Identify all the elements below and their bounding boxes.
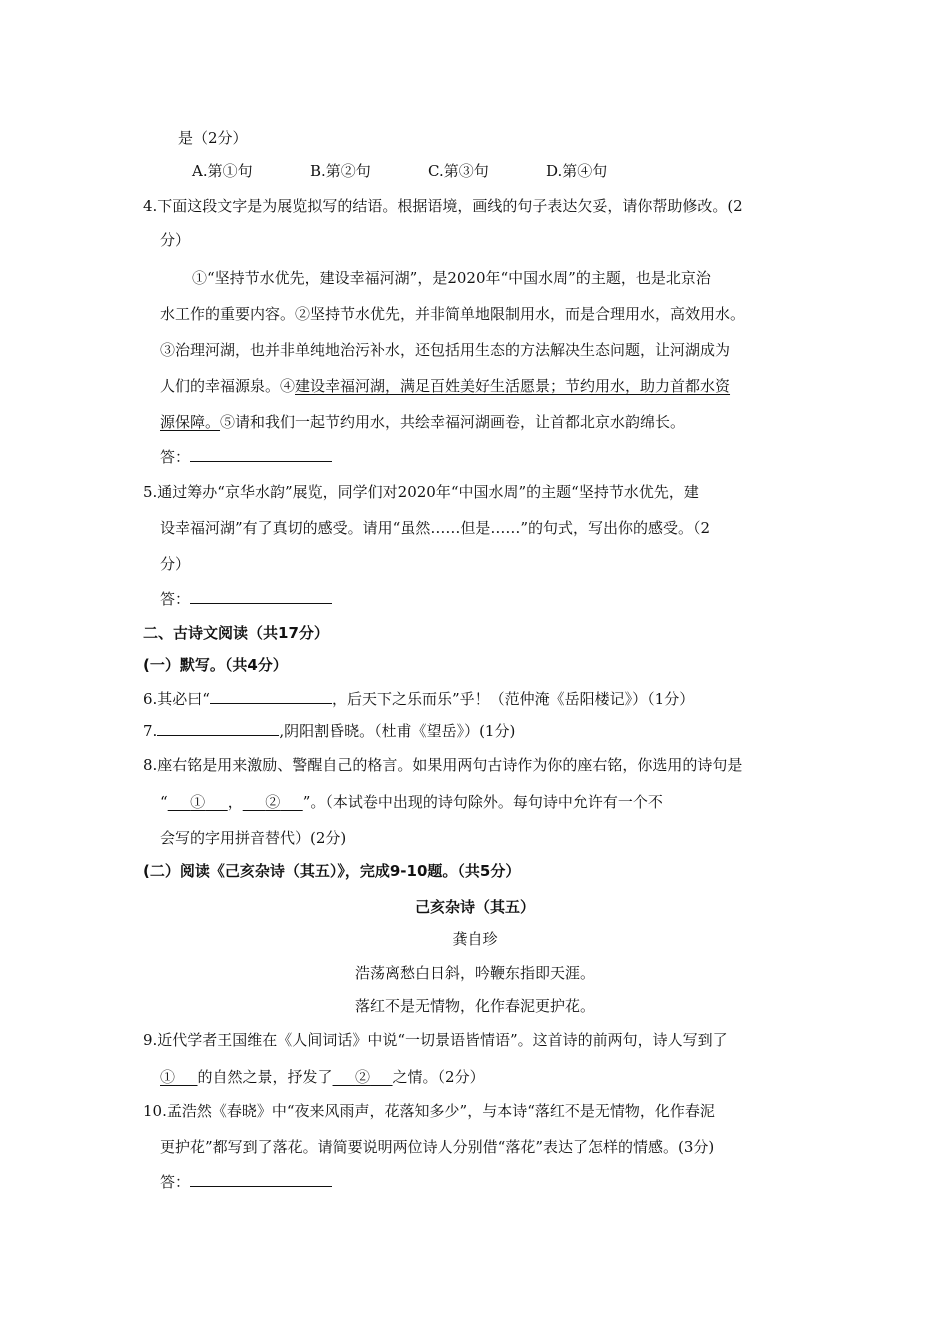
q7-blank[interactable] <box>157 721 279 736</box>
q9-line1: 9.近代学者王国维在《人间词话》中说“一切景语皆情语”。这首诗的前两句，诗人写到了 <box>143 1031 728 1049</box>
q6 <box>143 689 694 709</box>
q4-passage-line2: 水工作的重要内容。②坚持节水优先，并非简单地限制用水，而是合理用水，高效用水。 <box>160 305 746 323</box>
q4-answer-label: 答： <box>160 448 191 466</box>
q10-answer-label: 答： <box>160 1173 191 1191</box>
q4-answer-blank[interactable] <box>190 447 332 462</box>
q4-underlined-sentence-part2: 源保障。 <box>160 413 221 431</box>
q7 <box>143 721 515 741</box>
q4-underlined-sentence-part1: 建设幸福河湖，满足百姓美好生活愿景；节约用水，助力首都水资 <box>295 377 731 395</box>
q5-answer <box>160 589 332 609</box>
q10-answer-blank[interactable] <box>190 1172 332 1187</box>
q8-comma: ， <box>227 793 243 811</box>
q4-answer <box>160 447 332 467</box>
q8-line2-post: ”。（本试卷中出现的诗句除外。每句诗中允许有一个不 <box>302 793 663 811</box>
q9-mid: 的自然之景，抒发了 <box>197 1068 333 1086</box>
q4-stem-line1: 4.下面这段文字是为展览拟写的结语。根据语境，画线的句子表达欠妥，请你帮助修改。(2 <box>143 197 743 215</box>
q9-blank2[interactable] <box>333 1068 393 1086</box>
q7-pre: 7. <box>143 722 158 740</box>
q8-blank1[interactable] <box>168 793 228 811</box>
q5-answer-blank[interactable] <box>190 589 332 604</box>
q5-answer-label: 答： <box>160 590 191 608</box>
q3-option-d[interactable]: D.第④句 <box>546 162 608 180</box>
q6-pre: 6.其必曰“ <box>143 690 210 708</box>
q4-passage-line4 <box>160 376 730 396</box>
q4-passage-line5 <box>160 412 685 432</box>
q10-line1: 10.孟浩然《春晓》中“夜来风雨声，花落知多少”，与本诗“落红不是无情物，化作春泥 <box>143 1102 715 1120</box>
q8-line2 <box>160 792 663 812</box>
q3-option-a[interactable]: A.第①句 <box>192 162 253 180</box>
q9-post: 之情。（2分） <box>392 1068 485 1086</box>
q8-line3: 会写的字用拼音替代）(2分) <box>160 829 347 847</box>
q3-option-c[interactable]: C.第③句 <box>428 162 489 180</box>
q9-blank1-label: ① <box>160 1068 176 1086</box>
section2-part2-title: (二）阅读《己亥杂诗（其五）》，完成9-10题。（共5分） <box>143 862 521 880</box>
q8-open-quote: “ <box>160 793 168 811</box>
poem-title: 己亥杂诗（其五） <box>414 898 535 916</box>
q7-post: ,阴阳割昏晓。（杜甫《望岳》）(1分) <box>279 722 516 740</box>
q9-blank1[interactable] <box>160 1068 198 1086</box>
q4-passage-line1: ①“坚持节水优先，建设幸福河湖”，是2020年“中国水周”的主题，也是北京治 <box>192 269 711 287</box>
q9-line2 <box>160 1067 485 1087</box>
q4-passage-line5-post: ⑤请和我们一起节约用水，共绘幸福河湖画卷，让首都北京水韵绵长。 <box>220 413 686 431</box>
q10-line2: 更护花”都写到了落花。请简要说明两位诗人分别借“落花”表达了怎样的情感。(3分) <box>160 1138 715 1156</box>
poem-line1: 浩荡离愁白日斜，吟鞭东指即天涯。 <box>354 964 595 982</box>
q10-answer <box>160 1172 332 1192</box>
q6-post: ，后天下之乐而乐”乎！（范仲淹《岳阳楼记》）（1分） <box>331 690 695 708</box>
q8-blank2[interactable] <box>243 793 303 811</box>
section2-part1-title: (一）默写。（共4分） <box>143 656 288 674</box>
q4-passage-line3: ③治理河湖，也并非单纯地治污补水，还包括用生态的方法解决生态问题，让河湖成为 <box>160 341 731 359</box>
poem-author: 龚自珍 <box>452 930 498 948</box>
q3-option-b[interactable]: B.第②句 <box>310 162 371 180</box>
q8-blank2-label: ② <box>265 793 281 811</box>
q4-stem-line2: 分） <box>160 231 191 249</box>
q3-tail: 是（2分） <box>178 129 248 147</box>
section2-title: 二、古诗文阅读（共17分） <box>143 624 329 642</box>
q6-blank[interactable] <box>210 689 332 704</box>
q4-passage-line4-pre: 人们的幸福源泉。④ <box>160 377 296 395</box>
q5-line1: 5.通过筹办“京华水韵”展览，同学们对2020年“中国水周”的主题“坚持节水优先，建 <box>143 483 699 501</box>
poem-line2: 落红不是无情物，化作春泥更护花。 <box>354 997 595 1015</box>
q8-line1: 8.座右铭是用来激励、警醒自己的格言。如果用两句古诗作为你的座右铭，你选用的诗句是 <box>143 756 743 774</box>
q8-blank1-label: ① <box>190 793 206 811</box>
q5-line2: 设幸福河湖”有了真切的感受。请用“虽然……但是……”的句式，写出你的感受。（2 <box>160 519 711 537</box>
q9-blank2-label: ② <box>355 1068 371 1086</box>
q5-line3: 分） <box>160 555 191 573</box>
